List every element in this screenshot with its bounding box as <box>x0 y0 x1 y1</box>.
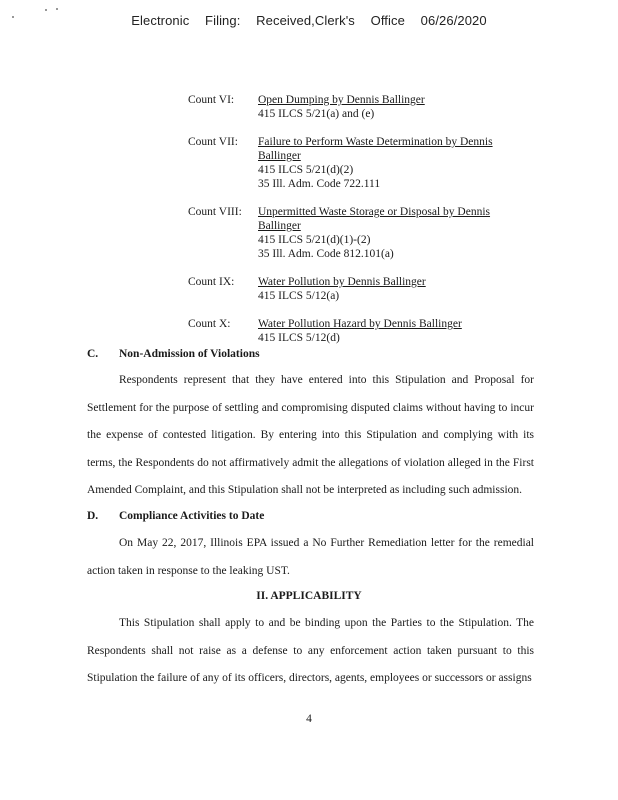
count-item <box>188 317 518 345</box>
count-label: Count VII: <box>188 136 238 148</box>
section-title: Compliance Activities to Date <box>119 510 265 522</box>
scan-speck <box>45 9 47 11</box>
count-label: Count IX: <box>188 276 235 288</box>
count-label: Count VIII: <box>188 206 242 218</box>
count-item <box>188 135 518 191</box>
count-title: Water Pollution by Dennis Ballinger <box>258 276 426 288</box>
section-ii-heading: II. APPLICABILITY <box>256 590 362 602</box>
header-date: 06/26/2020 <box>420 13 487 28</box>
count-item <box>188 275 518 303</box>
section-c-heading <box>87 348 260 360</box>
count-title: Open Dumping by Dennis Ballinger <box>258 94 425 106</box>
header-part: Received,Clerk's <box>256 13 355 28</box>
count-citation: 415 ILCS 5/12(d) <box>258 332 340 344</box>
counts-list <box>188 93 518 359</box>
section-d-heading <box>87 510 264 522</box>
header-part: Office <box>370 13 405 28</box>
count-citation: 415 ILCS 5/21(d)(1)-(2) <box>258 234 371 246</box>
section-c-paragraph: Respondents represent that they have entered into this Stipulation and Proposal for Settlement for the purpose of settling and compromising disputed claims without having to incur the expense of contested litigation. By entering into this Stipulation and complying with its terms, the Respondents do not affirmatively admit the allegations of violation alleged in the First Amended Complaint, and this Stipulation shall not be interpreted as including such admission. <box>87 374 534 496</box>
section-letter: C. <box>87 348 99 360</box>
scan-speck <box>56 8 58 10</box>
count-item <box>188 93 518 121</box>
count-title: Unpermitted Waste Storage or Disposal by Dennis Ballinger <box>258 206 491 232</box>
section-ii-paragraph: This Stipulation shall apply to and be binding upon the Parties to the Stipulation. The Respondents shall not raise as a defense to any enforcement action taken pursuant to this Stipulation the failure of any of its officers, directors, agents, employees or successors or assigns <box>87 617 534 684</box>
count-citation: 415 ILCS 5/21(d)(2) <box>258 164 354 176</box>
section-title: Non-Admission of Violations <box>119 348 260 360</box>
count-citation: 415 ILCS 5/12(a) <box>258 290 340 302</box>
count-citation: 415 ILCS 5/21(a) and (e) <box>258 108 375 120</box>
efiling-header <box>0 13 618 28</box>
section-letter: D. <box>87 510 99 522</box>
count-item <box>188 205 518 261</box>
count-citation: 35 Ill. Adm. Code 812.101(a) <box>258 248 394 260</box>
section-d-paragraph: On May 22, 2017, Illinois EPA issued a No Further Remediation letter for the remedial action taken in response to the leaking UST. <box>87 537 534 577</box>
header-part: Filing: <box>205 13 241 28</box>
count-citation: 35 Ill. Adm. Code 722.111 <box>258 178 381 190</box>
count-title: Water Pollution Hazard by Dennis Ballinger <box>258 318 462 330</box>
count-label: Count VI: <box>188 94 235 106</box>
page-number: 4 <box>306 713 312 725</box>
count-label: Count X: <box>188 318 231 330</box>
count-title: Failure to Perform Waste Determination by Dennis Ballinger <box>258 136 493 162</box>
header-part: Electronic <box>131 13 190 28</box>
